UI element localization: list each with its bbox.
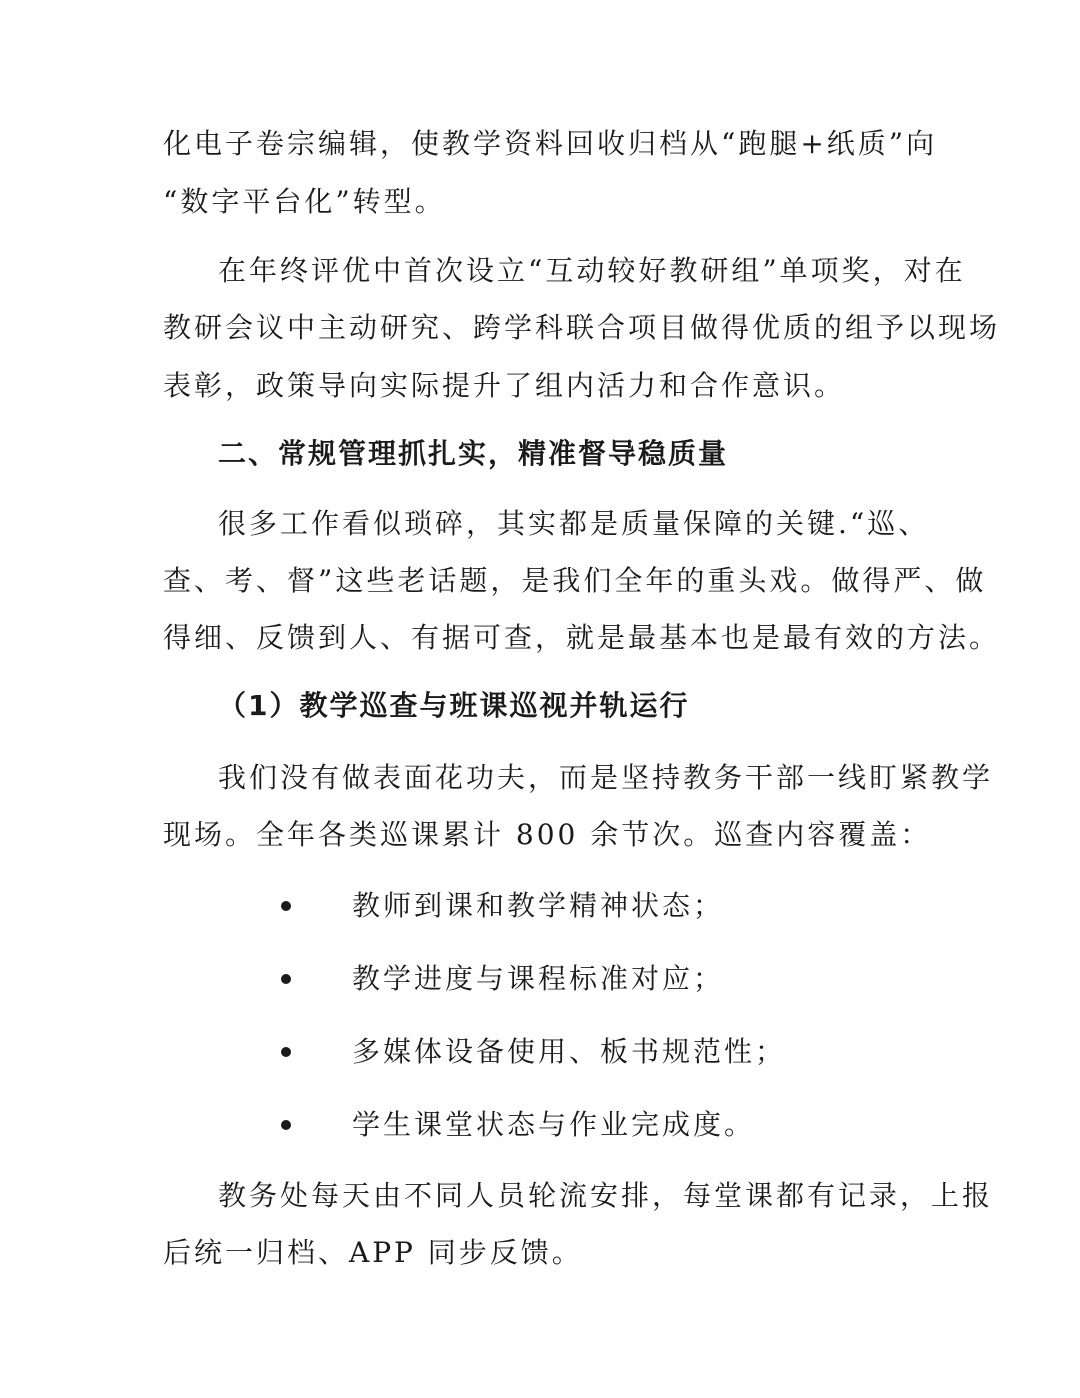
paragraph-2-line-1: 在年终评优中首次设立“互动较好教研组”单项奖，对在 xyxy=(218,254,966,287)
paragraph-3-line-3: 得细、反馈到人、有据可查，就是最基本也是最有效的方法。 xyxy=(163,621,1001,654)
paragraph-2-line-2: 教研会议中主动研究、跨学科联合项目做得优质的组予以现场 xyxy=(163,311,1001,344)
paragraph-4-line-2: 现场。全年各类巡课累计 800 余节次。巡查内容覆盖： xyxy=(163,818,932,851)
paragraph-4-line-1: 我们没有做表面花功夫，而是坚持教务干部一线盯紧教学 xyxy=(218,761,994,794)
bullet-dot-icon xyxy=(281,1047,291,1057)
section-2-heading: 二、常规管理抓扎实，精准督导稳质量 xyxy=(218,437,729,470)
paragraph-3-line-2: 查、考、督”这些老话题，是我们全年的重头戏。做得严、做 xyxy=(163,564,987,597)
paragraph-5-line-2: 后统一归档、APP 同步反馈。 xyxy=(163,1236,583,1269)
bullet-item-4: 学生课堂状态与作业完成度。 xyxy=(352,1108,756,1141)
paragraph-1-line-2: “数字平台化”转型。 xyxy=(163,185,446,218)
bullet-item-1: 教师到课和教学精神状态； xyxy=(352,889,725,922)
subsection-1-heading: （1）教学巡查与班课巡视并轨运行 xyxy=(218,689,690,722)
bullet-item-2: 教学进度与课程标准对应； xyxy=(352,962,725,995)
paragraph-2-line-3: 表彰，政策导向实际提升了组内活力和合作意识。 xyxy=(163,369,846,402)
paragraph-1-line-1: 化电子卷宗编辑，使教学资料回收归档从“跑腿+纸质”向 xyxy=(163,127,938,160)
bullet-dot-icon xyxy=(281,901,291,911)
paragraph-3-line-1: 很多工作看似琐碎，其实都是质量保障的关键.“巡、 xyxy=(218,507,930,540)
bullet-dot-icon xyxy=(281,1120,291,1130)
paragraph-5-line-1: 教务处每天由不同人员轮流安排，每堂课都有记录，上报 xyxy=(218,1179,994,1212)
bullet-item-3: 多媒体设备使用、板书规范性； xyxy=(352,1035,787,1068)
bullet-dot-icon xyxy=(281,974,291,984)
